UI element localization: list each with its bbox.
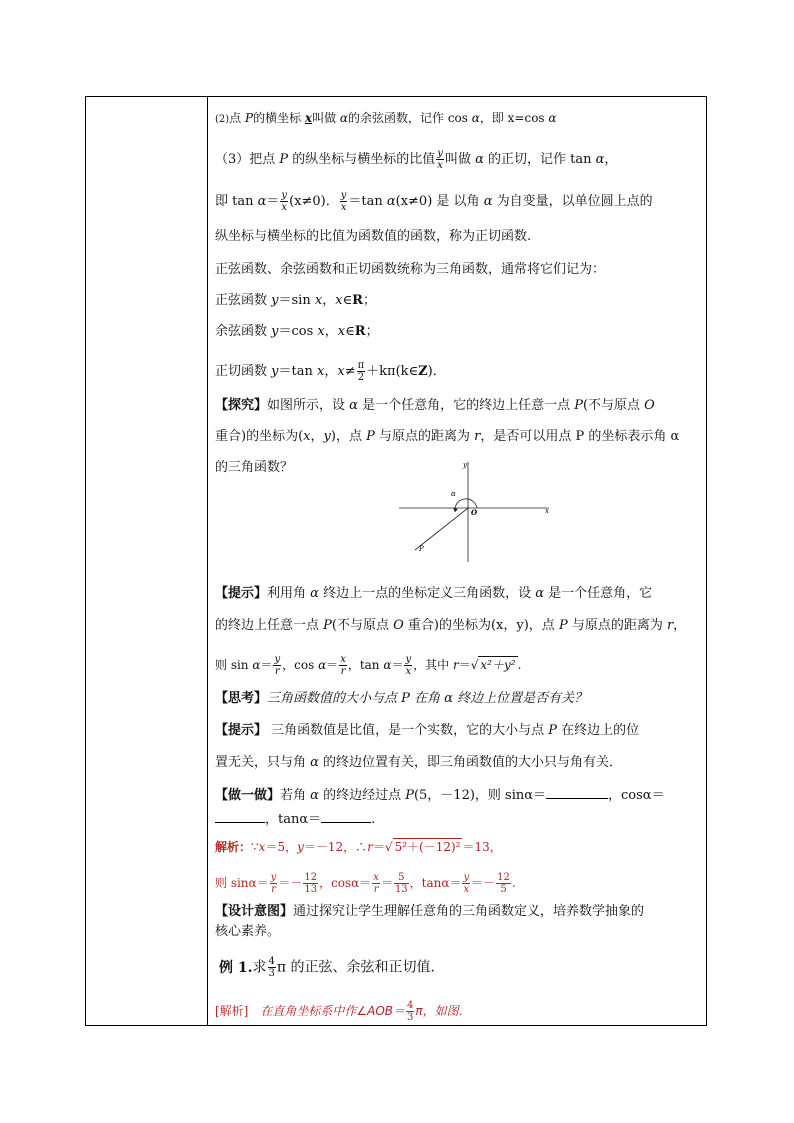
tangent-definition: （3）把点 P 的纵坐标与横坐标的比值 $\frac{y}{x}$ 叫做 α 的正切，记作 tan α， [215,148,618,171]
cos-answer-blank[interactable] [215,810,265,823]
example-1-solution: [解析] 在直角坐标系中作∠AOB＝ $\frac{4}{3}$ π，如图． [215,1000,471,1023]
tan-answer-blank[interactable] [321,810,371,823]
terminal-side [415,508,468,550]
explore-section-cont: 重合)的坐标为(x，y)，点 P 与原点的距离为 r，是否可以用点 P 的坐标表示角 α [215,429,680,444]
trig-functions-intro: 正弦函数、余弦函数和正切函数统称为三角函数，通常将它们记为： [215,262,606,277]
try-it-section: 【做一做】若角 α 的终边经过点 P(5，－12)，则 sinα＝ ，cosα＝ [215,788,665,803]
lesson-content [215,96,707,1026]
design-intent-cont: 核心素养。 [215,924,281,939]
tangent-function-note: 纵坐标与横坐标的比值为函数值的函数，称为正切函数. [215,229,532,244]
hint-section: 【提示】利用角 α 终边上一点的坐标定义三角函数，设 α 是一个任意角，它 [215,586,653,601]
solution-line-1: 解析：∵x＝5，y＝－12，∴r＝√ 5²＋(－12)² ＝13， [215,840,502,854]
origin-label: O [471,508,478,517]
hint-formulas: 则 sin α＝ $\frac{y}{r}$ ，cos α＝ $\frac{x}{r}$ ，tan α＝ $\frac{y}{x}$ ，其中 r＝√ x²＋y² . [215,654,522,677]
x-axis-label: x [545,507,549,515]
think-section: 【思考】三角函数值的大小与点 P 在角 α 终边上位置是否有关？ [215,691,588,706]
cosine-definition: (2)点 P的横坐标 x叫做 α的余弦函数，记作 cos α，即 x=cos α [215,111,557,125]
tangent-formula: 即 tan α＝ $\frac{y}{x}$ (x≠0)． $\frac{y}{x}$ ＝tan α(x≠0) 是 以角 α 为自变量，以单位圆上点的 [215,190,653,213]
column-divider [207,97,208,1025]
angle-figure [395,454,555,564]
think-hint-cont: 置无关，只与角 α 的终边位置有关，即三角函数值的大小只与角有关． [215,755,623,770]
explore-question-end: 的三角函数？ [215,460,294,475]
hint-section-cont: 的终边上任意一点 P(不与原点 O 重合)的坐标为(x，y)，点 P 与原点的距离为 r， [215,618,687,633]
explore-section: 【探究】如图所示，设 α 是一个任意角，它的终边上任意一点 P(不与原点 O [215,398,655,413]
arc-arrow-icon [453,508,458,512]
think-hint: 【提示】 三角函数值是比值，是一个实数，它的大小与点 P 在终边上的位 [215,723,640,738]
sine-function-line: 正弦函数 y＝sin x，x∈R； [215,293,376,308]
cosine-function-line: 余弦函数 y＝cos x，x∈R； [215,324,379,339]
design-intent: 【设计意图】通过探究让学生理解任意角的三角函数定义，培养数学抽象的 [215,904,645,919]
example-1-title: 例 1.求 $\frac{4}{3}$ π 的正弦、余弦和正切值． [219,956,445,979]
point-p-label: P [419,545,424,553]
tangent-function-line: 正切函数 y＝tan x，x≠ $\frac{\pi}{2}$ ＋kπ(k∈Z)． [215,360,446,383]
alpha-label: α [451,490,456,498]
try-it-section-cont: ，tanα＝ . [215,810,375,828]
y-axis-label: y [463,461,467,469]
sin-answer-blank[interactable] [546,786,608,799]
solution-line-2: 则 sinα＝ $\frac{y}{r}$ ＝－ $\frac{12}{13}$ ，cosα＝ $\frac{x}{r}$ ＝ $\frac{5}{13}$ ，tanα＝ $\frac{y}{x}$ ＝－ $\frac{12}{5}$ . [215,872,516,895]
